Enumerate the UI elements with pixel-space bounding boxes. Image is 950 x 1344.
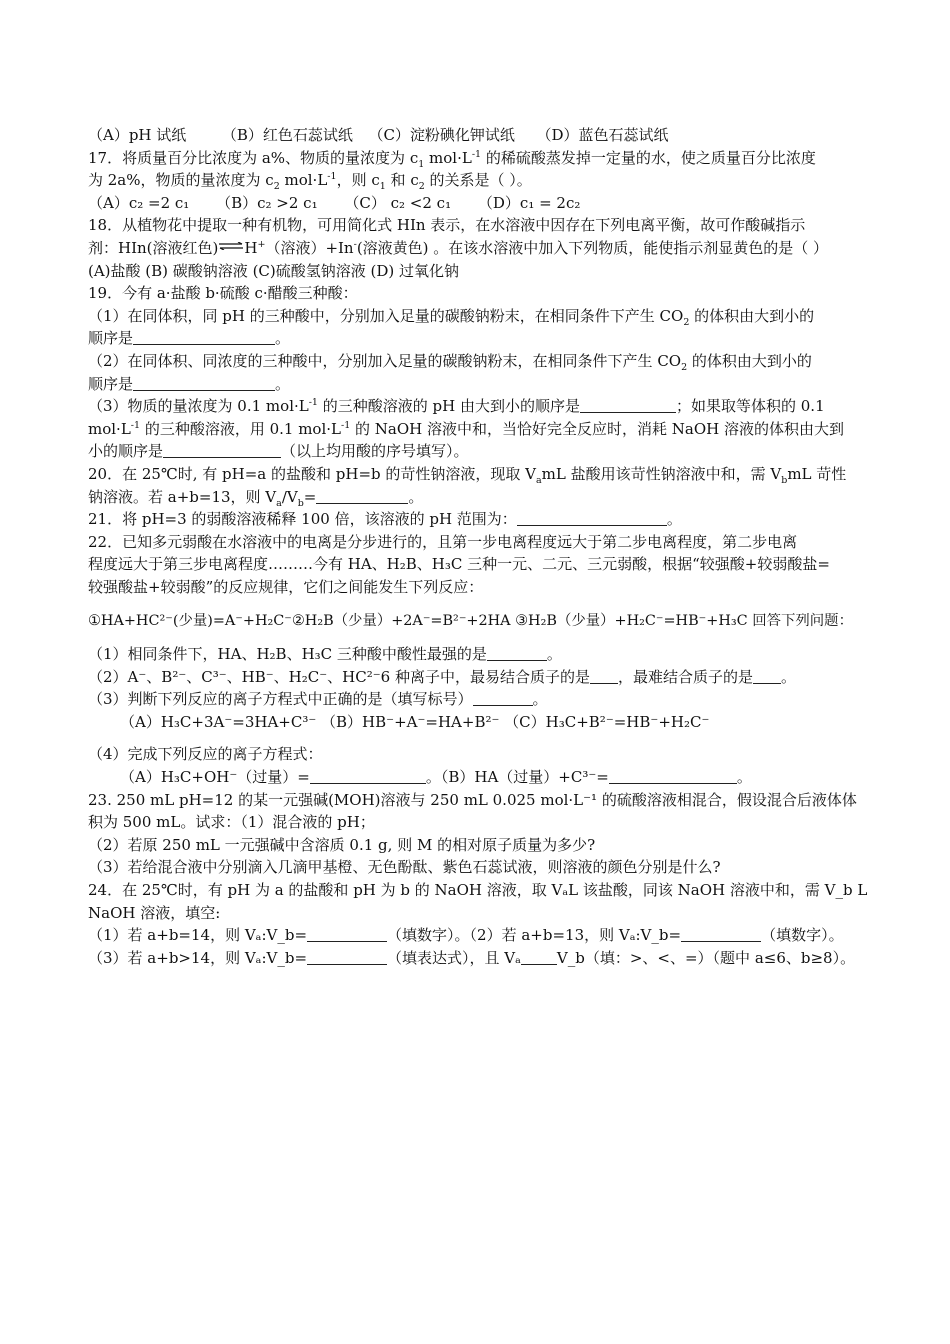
q23-line2: 积为 500 mL。试求：（1）混合液的 pH； [88, 813, 375, 832]
answer-blank[interactable] [133, 329, 275, 345]
q19-part2-line1: （2）在同体积、同浓度的三种酸中，分别加入足量的碳酸钠粉末，在相同条件下产生 $CO_2$ 的体积由大到小的 [88, 351, 812, 373]
q19-part2-line2: 顺序是 。 [88, 374, 291, 393]
answer-blank[interactable] [133, 375, 275, 391]
equilibrium-arrow-icon [218, 242, 244, 250]
q17-option-b: （B）c₂ >2 c₁ [216, 193, 318, 212]
q22-part4-equations: （A）H₃C+OH⁻（过量）= 。（B）HA（过量）+C³⁻= 。 [120, 768, 752, 787]
q19-part3-line3: 小的顺序是 （以上均用酸的序号填写）。 [88, 442, 469, 461]
answer-blank[interactable] [609, 768, 737, 784]
worksheet-page [88, 124, 868, 969]
q17-line1: 17．将质量百分比浓度为 a%、物质的量浓度为 $c_1$ $mol\cdot L^{-1}$ 的稀硫酸蒸发掉一定量的水，使之质量百分比浓度 [88, 148, 816, 170]
answer-blank[interactable] [681, 926, 761, 942]
answer-blank[interactable] [307, 949, 387, 965]
q19-part3-line2: $mol\cdot L^{-1}$ 的三种酸溶液，用 0.1 $mol\cdot L^{-1}$ 的 NaOH 溶液中和，当恰好完全反应时，消耗 NaOH 溶液的体积由大到 [88, 419, 845, 438]
q22-part4: （4）完成下列反应的离子方程式： [88, 745, 323, 764]
q20-line1: 20．在 25℃时, 有 pH=a 的盐酸和 pH=b 的苛性钠溶液，现取 $V_amL$ 盐酸用该苛性钠溶液中和，需 $V_bmL$ 苛性 [88, 464, 847, 486]
q16-option-c: （C）淀粉碘化钾试纸 [368, 126, 515, 144]
q20-line2: 钠溶液。若 a+b=13，则 $V_a/V_b=$ 。 [88, 487, 424, 509]
answer-blank[interactable] [753, 668, 781, 684]
q24-line1: 24．在 25℃时，有 pH 为 a 的盐酸和 pH 为 b 的 NaOH 溶液，取 VₐL 该盐酸，同该 NaOH 溶液中和，需 V_b L [88, 881, 868, 899]
q18-line1: 18．从植物花中提取一种有机物，可用简化式 HIn 表示，在水溶液中因存在下列电离平衡，故可作酸碱指示 [88, 216, 806, 235]
q16-options [88, 124, 868, 147]
answer-blank[interactable] [521, 949, 557, 965]
q24-line3: （1）若 a+b=14，则 Vₐ:V_b= （填数字）。（2）若 a+b=13，则 Vₐ:V_b= （填数字）。 [88, 926, 844, 945]
q19-part3-line1: （3）物质的量浓度为 0.1 $mol\cdot L^{-1}$ 的三种酸溶液的 pH 由大到小的顺序是 ；如果取等体积的 0.1 [88, 397, 825, 416]
q17-line2: 为 2a%，物质的量浓度为 $c_2$ $mol\cdot L^{-1}$，则 $c_1$ 和 $c_2$ 的关系是（ ）。 [88, 171, 532, 193]
q19-part1-line2: 顺序是 。 [88, 329, 291, 348]
q22-part2: （2）A⁻、B²⁻、C³⁻、HB⁻、H₂C⁻、HC²⁻6 种离子中，最易结合质子的是 ，最难结合质子的是 。 [88, 667, 796, 686]
q24-line2: NaOH 溶液，填空: [88, 903, 221, 922]
q23-line4: （3）若给混合液中分别滴入几滴甲基橙、无色酚酞、紫色石蕊试液，则溶液的颜色分别是什么? [88, 858, 721, 877]
q19-part1-line1: （1）在同体积，同 pH 的三种酸中，分别加入足量的碳酸钠粉末，在相同条件下产生 $CO_2$ 的体积由大到小的 [88, 306, 815, 328]
q18-line2: 剂：HIn(溶液红色) H+（溶液）+In-(溶液黄色) 。在该水溶液中加入下列物质，能使指示剂显黄色的是（ ） [88, 238, 829, 257]
q16-option-d: （D）蓝色石蕊试纸 [536, 126, 669, 144]
q24-line4: （3）若 a+b>14，则 Vₐ:V_b= （填表达式），且 Vₐ V_b（填：>、<、=）（题中 a≤6、b≥8）。 [88, 948, 856, 967]
q17-option-a: （A）c₂ =2 c₁ [88, 193, 190, 212]
answer-blank[interactable] [487, 645, 547, 661]
answer-blank[interactable] [580, 397, 676, 413]
q17-option-c: （C） c₂ <2 c₁ [344, 193, 452, 212]
answer-blank[interactable] [473, 690, 533, 706]
q23-line3: （2）若原 250 mL 一元强碱中含溶质 0.1 g, 则 M 的相对原子质量为多少? [88, 835, 596, 854]
q18-options: (A)盐酸 (B) 碳酸钠溶液 (C)硫酸氢钠溶液 (D) 过氧化钠 [88, 261, 460, 280]
q21: 21．将 pH=3 的弱酸溶液稀释 100 倍，该溶液的 pH 范围为： 。 [88, 510, 682, 529]
answer-blank[interactable] [590, 668, 618, 684]
q17-option-d: （D）c₁ = 2c₂ [477, 193, 581, 212]
q23-line1: 23. 250 mL pH=12 的某一元强碱(MOH)溶液与 250 mL 0.025 mol·L⁻¹ 的硫酸溶液相混合，假设混合后液体体 [88, 790, 857, 809]
answer-blank[interactable] [163, 442, 281, 458]
q19-title: 19．今有 a·盐酸 b·硫酸 c·醋酸三种酸： [88, 284, 358, 303]
answer-blank[interactable] [517, 510, 667, 526]
q22-line1: 22．已知多元弱酸在水溶液中的电离是分步进行的，且第一步电离程度远大于第二步电离程度，第二步电离 [88, 532, 798, 551]
q17-options [88, 192, 868, 215]
q16-option-a: （A）pH 试纸 [88, 126, 187, 144]
answer-blank[interactable] [310, 768, 426, 784]
q22-line3: 较强酸盐+较弱酸”的反应规律，它们之间能发生下列反应： [88, 577, 484, 596]
q22-part3: （3）判断下列反应的离子方程式中正确的是（填写标号） 。 [88, 690, 548, 709]
answer-blank[interactable] [307, 926, 387, 942]
answer-blank[interactable] [316, 488, 408, 504]
q16-option-b: （B）红色石蕊试纸 [221, 126, 353, 144]
q22-part1: （1）相同条件下，HA、H₂B、H₃C 三种酸中酸性最强的是 。 [88, 645, 562, 664]
q22-line2: 程度远大于第三步电离程度………今有 HA、H₂B、H₃C 三种一元、二元、三元弱酸，根据“较强酸+较弱酸盐= [88, 555, 830, 574]
q22-part3-options: （A）H₃C+3A⁻=3HA+C³⁻ （B）HB⁻+A⁻=HA+B²⁻ （C）H₃C+B²⁻=HB⁻+H₂C⁻ [120, 712, 710, 731]
q22-reactions: ①HA+HC²⁻(少量)=A⁻+H₂C⁻②H₂B（少量）+2A⁻=B²⁻+2HA ③H₂B（少量）+H₂C⁻=HB⁻+H₃C 回答下列问题： [88, 613, 853, 630]
